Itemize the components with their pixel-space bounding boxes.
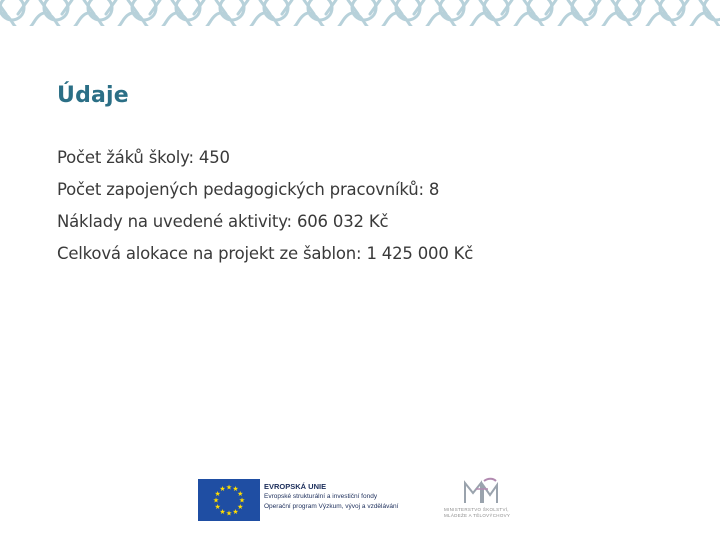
msmt-logo bbox=[444, 477, 528, 523]
svg-text:★: ★ bbox=[232, 485, 239, 494]
svg-text:★: ★ bbox=[225, 509, 233, 518]
svg-text:★: ★ bbox=[225, 483, 233, 492]
svg-text:★: ★ bbox=[214, 490, 221, 498]
svg-text:★: ★ bbox=[237, 503, 244, 511]
funding-logos bbox=[198, 475, 528, 523]
svg-text:★: ★ bbox=[237, 490, 244, 498]
eu-subtitle-funds: Evropské strukturální a investiční fondy bbox=[264, 493, 378, 500]
eu-subtitle-program: Operační program Výzkum, vývoj a vzdělávání bbox=[264, 503, 399, 510]
eu-text-block bbox=[264, 482, 398, 512]
eu-title: EVROPSKÁ UNIE bbox=[264, 482, 327, 491]
svg-text:★: ★ bbox=[212, 496, 220, 505]
svg-text:★: ★ bbox=[219, 485, 226, 494]
svg-text:★: ★ bbox=[219, 507, 226, 516]
facts-list bbox=[57, 146, 473, 274]
fact-staff-count: Počet zapojených pedagogických pracovníků: 8 bbox=[57, 180, 440, 199]
msmt-label: MINISTERSTVO ŠKOLSTVÍ, bbox=[444, 507, 509, 512]
fact-total-allocation: Celková alokace na projekt ze šablon: 1 425 000 Kč bbox=[57, 244, 474, 263]
msmt-logo-icon bbox=[444, 477, 528, 507]
msmt-label-2: MLÁDEŽE A TĚLOVÝCHOVY bbox=[444, 513, 511, 518]
svg-text:★: ★ bbox=[238, 496, 246, 505]
fact-activity-costs: Náklady na uvedené aktivity: 606 032 Kč bbox=[57, 212, 389, 231]
eu-stars-icon bbox=[198, 479, 260, 521]
slide-title: Údaje bbox=[57, 83, 129, 108]
eu-flag-icon bbox=[198, 479, 260, 521]
fact-pupil-count: Počet žáků školy: 450 bbox=[57, 148, 230, 167]
knot-pattern-icon bbox=[0, 0, 720, 26]
decorative-banner bbox=[0, 0, 720, 26]
svg-text:★: ★ bbox=[232, 507, 239, 516]
svg-text:★: ★ bbox=[214, 503, 221, 511]
